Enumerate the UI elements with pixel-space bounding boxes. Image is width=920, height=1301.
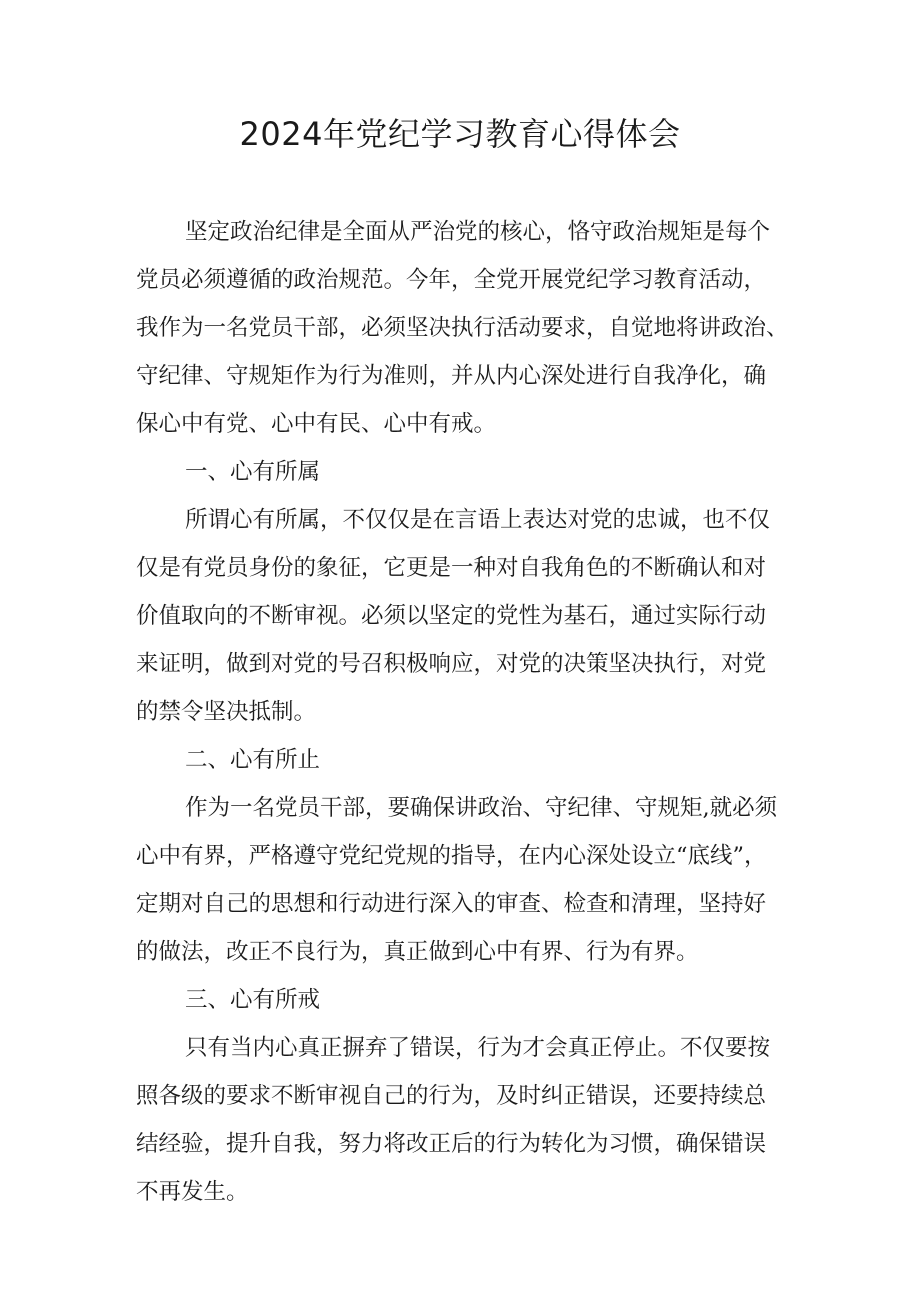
paragraph-line: 不再发生。 — [136, 1179, 249, 1205]
paragraph-line: 作为一名党员干部，要确保讲政治、守纪律、守规矩,就必须 — [185, 795, 778, 821]
paragraph-line: 所谓心有所属，不仅仅是在言语上表达对党的忠诚，也不仅 — [185, 507, 771, 533]
paragraph-line: 党员必须遵循的政治规范。今年，全党开展党纪学习教育活动， — [136, 267, 767, 293]
paragraph-line: 来证明，做到对党的号召积极响应，对党的决策坚决执行，对党 — [136, 651, 767, 677]
paragraph-line: 结经验，提升自我，努力将改正后的行为转化为习惯，确保错误 — [136, 1131, 767, 1157]
paragraph-line: 守纪律、守规矩作为行为准则，并从内心深处进行自我净化，确 — [136, 363, 767, 389]
paragraph-line: 的做法，改正不良行为，真正做到心中有界、行为有界。 — [136, 939, 699, 965]
paragraph-line: 定期对自己的思想和行动进行深入的审查、检查和清理，坚持好 — [136, 891, 767, 917]
paragraph-line: 价值取向的不断审视。必须以坚定的党性为基石，通过实际行动 — [136, 603, 767, 629]
section-heading: 二、心有所止 — [185, 747, 321, 773]
paragraph-line: 我作为一名党员干部，必须坚决执行活动要求，自觉地将讲政治、 — [136, 315, 789, 341]
paragraph-line: 保心中有党、心中有民、心中有戒。 — [136, 411, 497, 437]
paragraph-line: 心中有界，严格遵守党纪党规的指导，在内心深处设立“底线”， — [136, 843, 767, 869]
paragraph-line: 只有当内心真正摒弃了错误，行为才会真正停止。不仅要按 — [185, 1035, 771, 1061]
paragraph-line: 坚定政治纪律是全面从严治党的核心，恪守政治规矩是每个 — [185, 219, 771, 245]
page-title: 2024年党纪学习教育心得体会 — [239, 115, 681, 153]
paragraph-line: 仅是有党员身份的象征，它更是一种对自我角色的不断确认和对 — [136, 555, 767, 581]
paragraph-line: 照各级的要求不断审视自己的行为，及时纠正错误，还要持续总 — [136, 1083, 767, 1109]
paragraph-line: 的禁令坚决抵制。 — [136, 699, 317, 725]
section-heading: 三、心有所戒 — [185, 987, 321, 1013]
section-heading: 一、心有所属 — [185, 459, 321, 485]
